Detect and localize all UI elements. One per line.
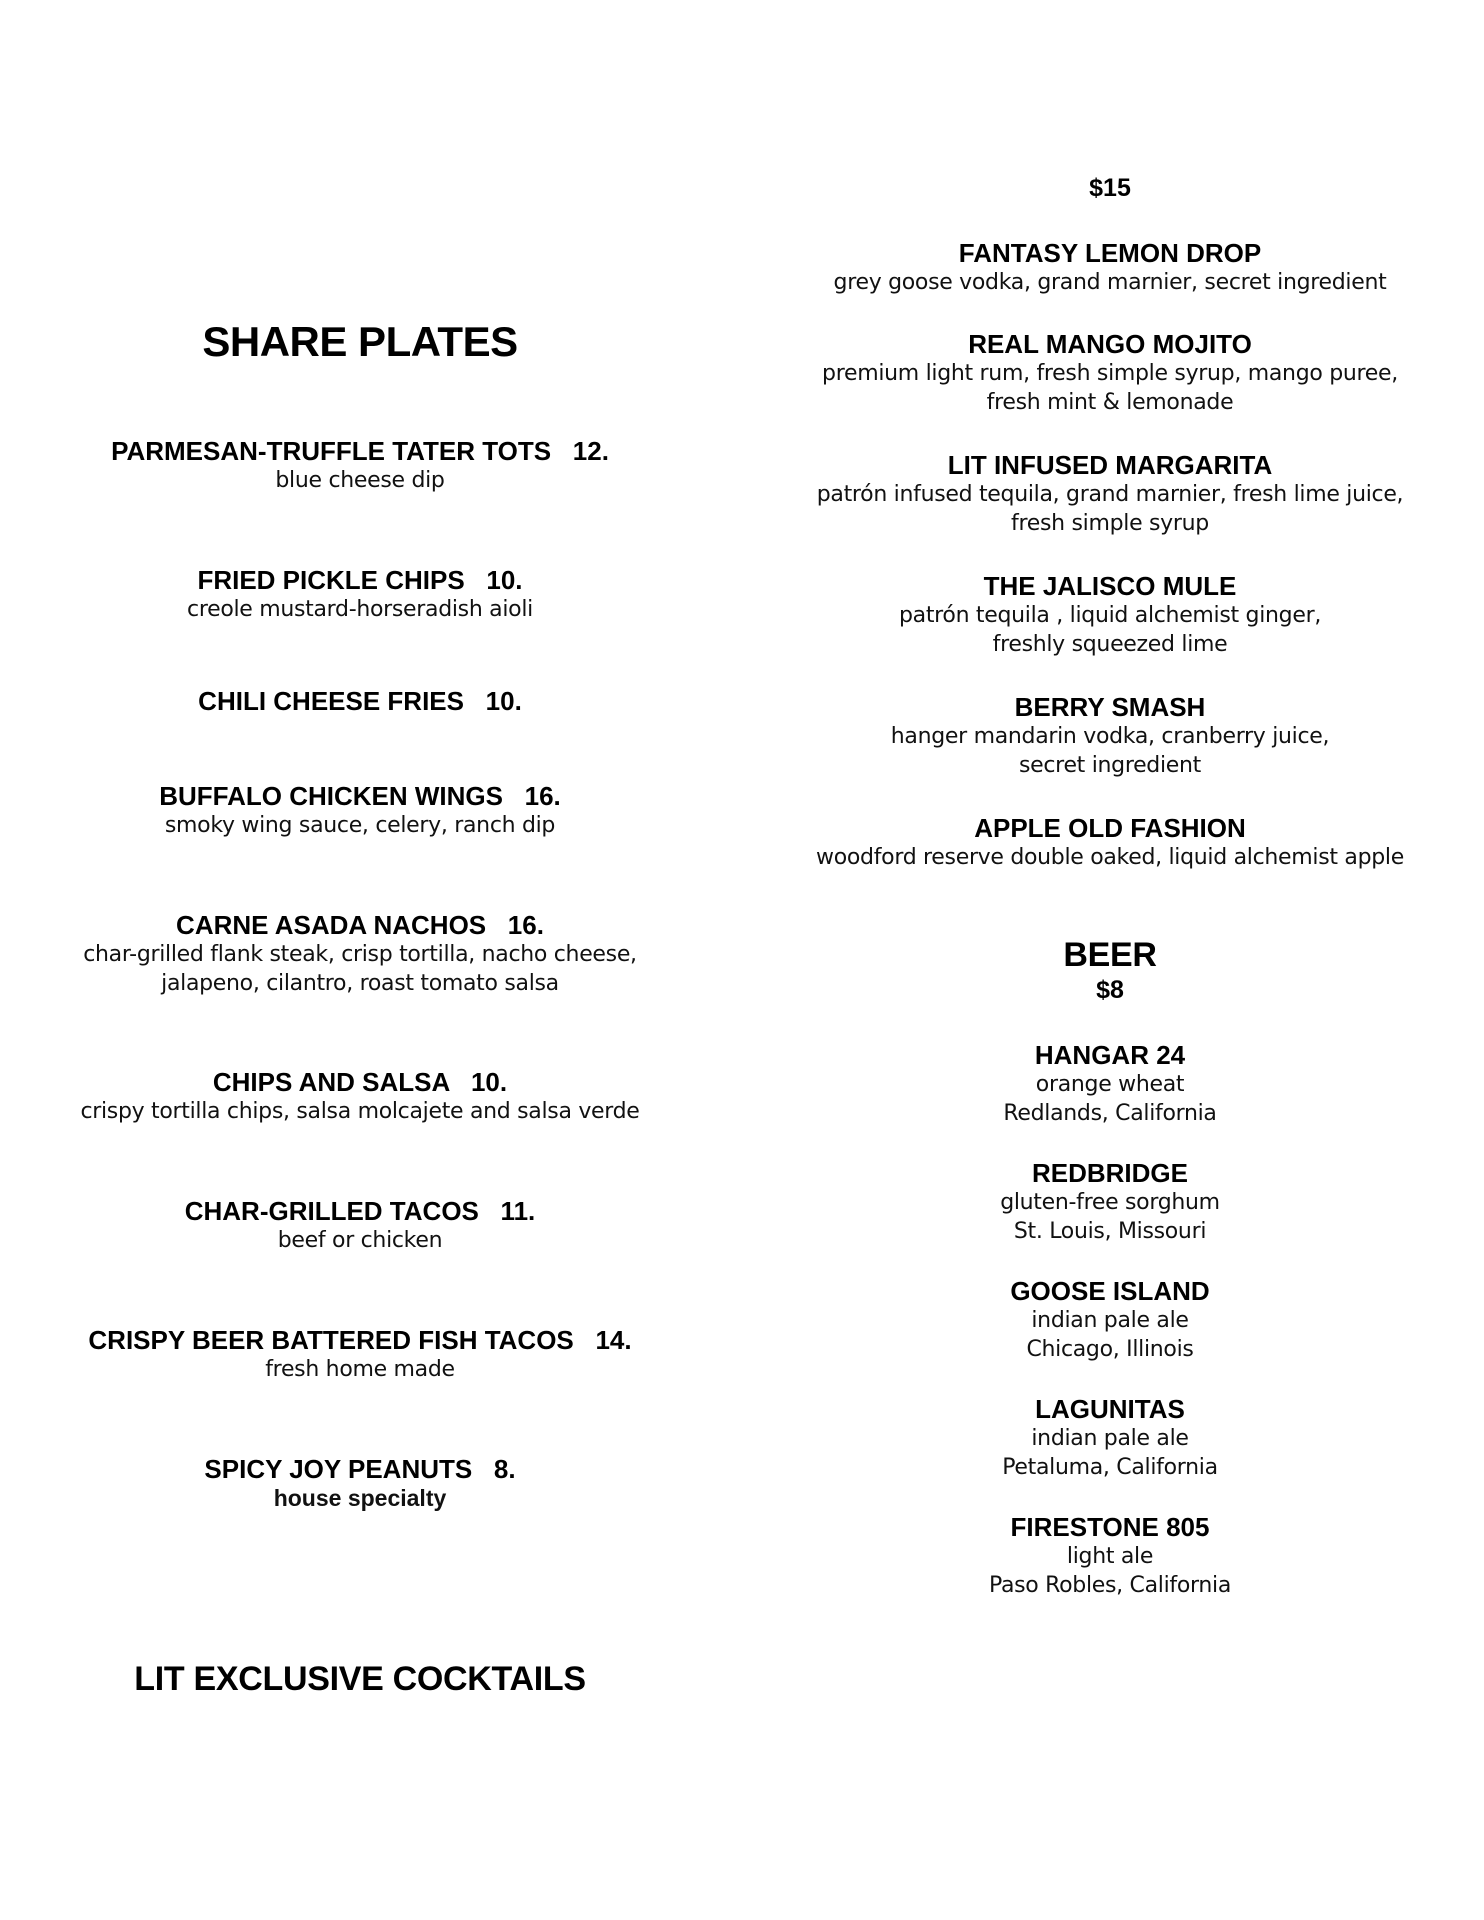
item-description: smoky wing sauce, celery, ranch dip	[164, 813, 556, 838]
menu-item	[40, 1196, 680, 1255]
menu-item	[40, 686, 680, 716]
menu-item	[40, 781, 680, 840]
cocktail-item	[770, 329, 1450, 417]
cocktail-item	[770, 238, 1450, 297]
item-name: FANTASY LEMON DROP	[958, 238, 1262, 268]
item-name: PARMESAN-TRUFFLE TATER TOTS 12.	[111, 436, 609, 466]
beer-price: $8	[1096, 976, 1124, 1004]
item-name: FIRESTONE 805	[1010, 1512, 1210, 1542]
menu-item	[40, 565, 680, 624]
drinks-column	[770, 0, 1450, 1920]
item-name: CHILI CHEESE FRIES 10.	[198, 686, 522, 716]
cocktail-item	[770, 571, 1450, 659]
item-name: BUFFALO CHICKEN WINGS 16.	[159, 781, 561, 811]
item-name: FRIED PICKLE CHIPS 10.	[197, 565, 523, 595]
item-name: CHAR-GRILLED TACOS 11.	[184, 1196, 536, 1226]
item-name: GOOSE ISLAND	[1010, 1276, 1210, 1306]
cocktail-item	[770, 813, 1450, 872]
beer-title: BEER	[1063, 936, 1157, 974]
item-name: REDBRIDGE	[1031, 1158, 1188, 1188]
item-name: BERRY SMASH	[1014, 692, 1206, 722]
item-name: CHIPS AND SALSA 10.	[212, 1067, 508, 1097]
item-name: THE JALISCO MULE	[983, 571, 1237, 601]
item-description: light ale Paso Robles, California	[988, 1544, 1232, 1598]
item-description: creole mustard-horseradish aioli	[187, 597, 533, 622]
item-name: APPLE OLD FASHION	[974, 813, 1246, 843]
share-plates-column	[40, 0, 680, 1920]
menu-item	[40, 1325, 680, 1384]
item-description: crispy tortilla chips, salsa molcajete and salsa verde	[80, 1099, 640, 1124]
cocktail-item	[770, 692, 1450, 780]
item-name: CRISPY BEER BATTERED FISH TACOS 14.	[88, 1325, 632, 1355]
item-description: premium light rum, fresh simple syrup, mango puree, fresh mint & lemonade	[822, 361, 1398, 415]
item-description: house specialty	[273, 1485, 447, 1511]
menu-item	[40, 910, 680, 998]
item-description: beef or chicken	[277, 1228, 443, 1253]
share-plates-title: SHARE PLATES	[202, 318, 518, 365]
item-description: indian pale ale Chicago, Illinois	[1026, 1308, 1194, 1362]
beer-item	[770, 1276, 1450, 1364]
item-name: REAL MANGO MOJITO	[968, 329, 1252, 359]
beer-item	[770, 1040, 1450, 1128]
item-description: gluten-free sorghum St. Louis, Missouri	[1000, 1190, 1220, 1244]
item-description: grey goose vodka, grand marnier, secret ingredient	[833, 270, 1387, 295]
menu-item	[40, 1454, 680, 1513]
item-description: orange wheat Redlands, California	[1003, 1072, 1217, 1126]
item-description: woodford reserve double oaked, liquid alchemist apple	[816, 845, 1404, 870]
item-name: LAGUNITAS	[1035, 1394, 1185, 1424]
item-description: patrón infused tequila, grand marnier, fresh lime juice, fresh simple syrup	[816, 482, 1404, 536]
item-name: SPICY JOY PEANUTS 8.	[204, 1454, 516, 1484]
item-description: char-grilled flank steak, crisp tortilla, nacho cheese, jalapeno, cilantro, roast tomato salsa	[83, 942, 637, 996]
beer-item	[770, 1512, 1450, 1600]
item-description: patrón tequila , liquid alchemist ginger, freshly squeezed lime	[898, 603, 1322, 657]
menu-item	[40, 436, 680, 495]
item-description: fresh home made	[265, 1357, 455, 1382]
beer-item	[770, 1394, 1450, 1482]
beer-item	[770, 1158, 1450, 1246]
item-name: HANGAR 24	[1034, 1040, 1186, 1070]
item-description: blue cheese dip	[275, 468, 445, 493]
cocktail-item	[770, 450, 1450, 538]
cocktails-title: LIT EXCLUSIVE COCKTAILS	[134, 1660, 586, 1698]
item-description: indian pale ale Petaluma, California	[1002, 1426, 1218, 1480]
cocktails-price: $15	[1089, 174, 1131, 202]
menu-item	[40, 1067, 680, 1126]
item-name: LIT INFUSED MARGARITA	[947, 450, 1273, 480]
item-description: hanger mandarin vodka, cranberry juice, secret ingredient	[890, 724, 1330, 778]
item-name: CARNE ASADA NACHOS 16.	[176, 910, 544, 940]
